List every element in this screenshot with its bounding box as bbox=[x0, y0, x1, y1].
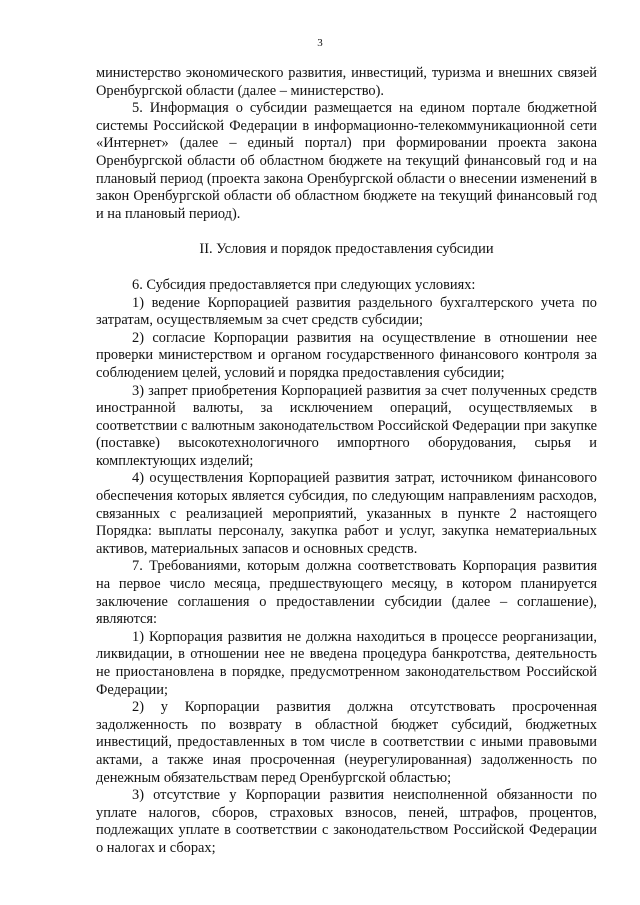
paragraph-clause-6: 6. Субсидия предоставляется при следующих условиях: bbox=[132, 276, 476, 293]
paragraph-clause-7: 7. Требованиями, которым должна соответствовать Корпорация развития на первое число месяца, предшествующего месяцу, в котором планируется заключение соглашения о предоставлении субсидии (далее – соглашение), являются: bbox=[96, 558, 597, 628]
paragraph-ministry-definition: министерство экономического развития, инвестиций, туризма и внешних связей Оренбургской области (далее – министерство). bbox=[96, 65, 597, 99]
paragraph-clause-7-item-3: 3) отсутствие у Корпорации развития неисполненной обязанности по уплате налогов, сборов, страховых взносов, пеней, штрафов, процентов, подлежащих уплате в соответствии с законодательством Российской Федерации о налогах и сборах; bbox=[96, 787, 597, 856]
page-number: 3 bbox=[317, 37, 323, 49]
paragraph-clause-6-item-4: 4) осуществления Корпорацией развития затрат, источником финансового обеспечения которых является субсидия, по следующим направлениям расходов, связанных с реализацией мероприятий, указанных в пункте 2 настоящего Порядка: выплаты персоналу, закупка работ и услуг, закупка нематериальных активов, материальных запасов и основных средств. bbox=[96, 470, 597, 557]
body-text bbox=[96, 65, 597, 858]
paragraph-clause-7-item-2: 2) у Корпорации развития должна отсутствовать просроченная задолженность по возврату в областной бюджет субсидий, бюджетных инвестиций, предоставленных в том числе в соответствии с иными правовыми актами, а также иная просроченная (неурегулированная) задолженность по денежным обязательствам перед Оренбургской областью; bbox=[96, 699, 597, 786]
section-heading: II. Условия и порядок предоставления субсидии bbox=[199, 241, 494, 258]
paragraph-clause-5: 5. Информация о субсидии размещается на едином портале бюджетной системы Российской Федерации в информационно-телекоммуникационной сети «Интернет» (далее – единый портал) при формировании проекта закона Оренбургской области об областном бюджете на текущий финансовый год и на плановый период (проекта закона Оренбургской области о внесении изменений в закон Оренбургской области об областном бюджете на текущий финансовый год и на плановый период). bbox=[96, 100, 597, 222]
paragraph-clause-6-item-3: 3) запрет приобретения Корпорацией развития за счет полученных средств иностранной валюты, за исключением операций, осуществляемых в соответствии с валютным законодательством Российской Федерации при закупке (поставке) высокотехнологичного импортного оборудования, сырья и комплектующих изделий; bbox=[96, 382, 597, 469]
paragraph-clause-6-item-1: 1) ведение Корпорацией развития раздельного бухгалтерского учета по затратам, осуществляемым за счет средств субсидии; bbox=[96, 294, 597, 329]
paragraph-clause-6-item-2: 2) согласие Корпорации развития на осуществление в отношении нее проверки министерством и органом государственного финансового контроля за соблюдением целей, условий и порядка предоставления субсидии; bbox=[96, 329, 597, 381]
paragraph-clause-7-item-1: 1) Корпорация развития не должна находиться в процессе реорганизации, ликвидации, в отношении нее не введена процедура банкротства, деятельность не приостановлена в порядке, предусмотренном законодательством Российской Федерации; bbox=[96, 628, 597, 698]
